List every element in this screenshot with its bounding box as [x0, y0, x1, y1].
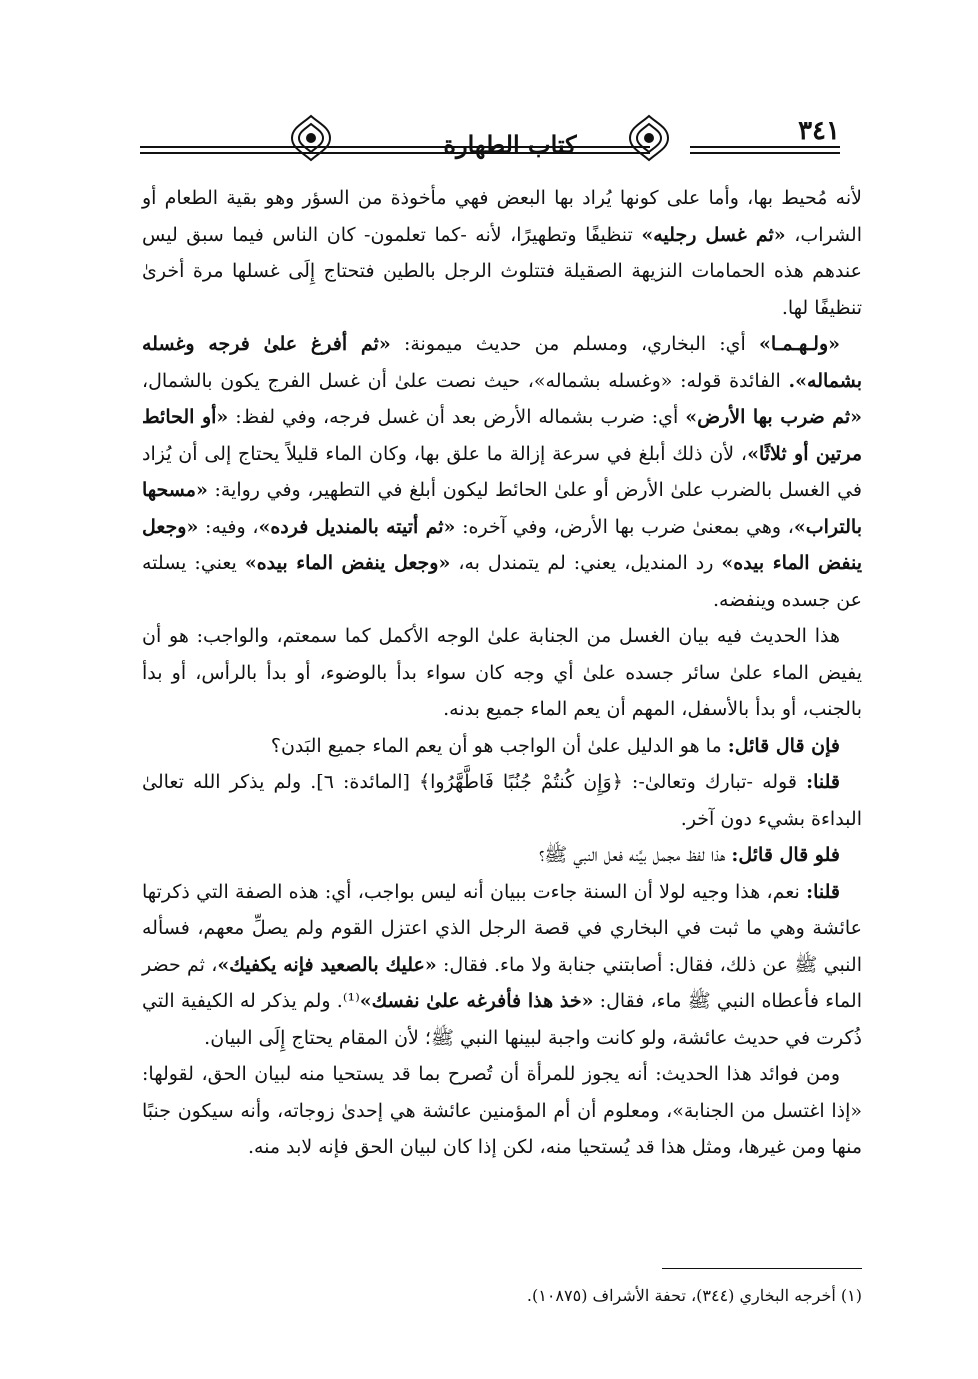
text-segment: أي: البخاري، ومسلم من حديث ميمونة: — [390, 333, 760, 355]
footnote: (١) أخرجه البخاري (٣٤٤)، تحفة الأشراف (١٠٨٧٥). — [526, 1286, 862, 1305]
bold-segment: «وجعل ينفض الماء بيده» — [244, 552, 451, 574]
text-segment: ⁽¹⁾. ولم يذكر له الكيفية التي ذُكرت في حديث عائشة، ولو كانت واجبة لبينها النبي ﷺ؛ لأن المقام يحتاج إِلَى البيان. — [142, 990, 862, 1049]
bold-segment: «خذ هذا فأفرغه علىٰ نفسك» — [359, 990, 594, 1012]
text-segment: ومن فوائد هذا الحديث: أنه يجوز للمرأة أن تُصرح بما قد يستحيا منه لبيان الحق، لقولها: «إذا اغتسل من الجنابة»، ومعلوم أن أم المؤمنين عائشة هي إحدىٰ زوجاته، وأنه سيكون جنبًا منها ومن غيرها، ومثل هذا قد يُستحيا منه، لكن إذا كان لبيان الحق فإنه لابد منه. — [142, 1063, 862, 1158]
bold-segment: فلو قال قائل: — [731, 844, 840, 866]
text-segment: ، وفيه: — [198, 515, 259, 538]
ornament-icon — [628, 114, 670, 162]
text-segment: تنظيفًا وتطهيرًا، لأنه -كما تعلمون- كان الناس فيما سبق ليس عندهم هذه الحمامات النزيهة الصقيلة فتتلوث الرجل بالطين فتحتاج إِلَى غسلها مرة أخرىٰ تنظيفًا لها. — [142, 223, 862, 319]
paragraph — [142, 874, 862, 1057]
paragraph — [142, 837, 862, 874]
paragraph — [142, 764, 862, 837]
paragraph — [142, 728, 862, 765]
text-segment: الفائدة قوله: «وغسله بشماله»، حيث نصت علىٰ أن غسل الفرج يكون بالشمال، — [142, 369, 789, 392]
bold-segment: «مسحها بالتراب» — [142, 479, 862, 538]
text-segment: ، ثم حضر الماء فأعطاه النبي ﷺ ماء، فقال: — [142, 953, 862, 1012]
bold-segment: «وجعل ينفض الماء بيده» — [142, 515, 862, 574]
paragraph — [142, 326, 862, 618]
page-header — [140, 110, 840, 170]
text-segment: نعم، هذا وجيه لولا أن السنة جاءت ببيان أنه ليس بواجب، أي: هذه الصفة التي ذكرتها عائشة وهي ما ثبت في البخاري في قصة الرجل الذي اعتزل القوم ولم يصلِّ معهم، فسأله النبي ﷺ عن ذلك، فقال: أصابتني جنابة ولا ماء. فقال: — [142, 880, 862, 976]
text-segment: ، وهي بمعنىٰ ضرب بها الأرض، وفي آخره: — [455, 515, 794, 538]
header-rule — [690, 146, 840, 148]
page-body — [142, 180, 862, 1166]
bold-segment: «ولـهـمـا» — [759, 333, 840, 355]
ornament-icon — [290, 114, 332, 162]
bold-segment: «عليك بالصعيد فإنه يكفيك» — [217, 953, 437, 976]
text-segment: ، لأن ذلك أبلغ في سرعة إزالة ما علق بها، وكان الماء قليلاً يحتاج إلى أن يُزاد في الغسل بالضرب علىٰ الأرض أو علىٰ الحائط ليكون أبلغ في التطهير، وفي رواية: — [142, 442, 862, 501]
footnote-divider — [662, 1268, 862, 1269]
paragraph — [142, 180, 862, 326]
page-number: ٣٤١ — [798, 116, 840, 146]
bold-segment: قلنا: — [806, 771, 840, 793]
text-segment: قوله -تبارك وتعالىٰ-: ﴿وَإِن كُنتُمْ جُنُبًا فَاطَّهَّرُوا﴾ [المائدة: ٦]. ولم يذكر الله تعالىٰ البداءة بشيء دون آخر. — [142, 771, 862, 830]
bold-segment: «ثم أتيته بالمنديل فرده» — [258, 515, 456, 538]
bold-segment: «أو الحائط مرتين أو ثلاثًا» — [142, 406, 863, 465]
bold-segment: «ثم غسل رجليه» — [641, 223, 786, 246]
book-title: كتاب الطهارة — [443, 130, 577, 159]
text-segment: هذا لفظ مجمل بيَّنه فعل النبي ﷺ؟ — [538, 844, 732, 866]
text-segment: هذا الحديث فيه بيان الغسل من الجنابة علىٰ الوجه الأكمل كما سمعتم، والواجب: هو أن يفيض الماء علىٰ سائر جسده علىٰ أي وجه كان سواء بدأ بالوضوء، أو بدأ بالرأس، أو بدأ بالجنب، أو بدأ بالأسفل، المهم أن يعم الماء جميع بدنه. — [142, 625, 862, 720]
paragraph — [142, 618, 862, 728]
text-segment: لأنه مُحيط بها، وأما على كونها يُراد بها البعض فهي مأخوذة من السؤر وهو بقية الطعام أو الشراب، — [142, 187, 863, 246]
bold-segment: فإن قال قائل: — [727, 734, 840, 757]
text-segment: أي: ضرب بشماله الأرض بعد أن غسل فرجه، وفي لفظ: — [228, 406, 686, 428]
bold-segment: «ثم أفرغ علىٰ فرجه وغسله بشماله». — [142, 333, 862, 392]
text-segment: رد المنديل، يعني: لم يتمندل به، — [450, 552, 722, 574]
header-rule — [690, 152, 840, 154]
paragraph — [142, 1056, 862, 1166]
bold-segment: قلنا: — [806, 880, 840, 903]
bold-segment: «ثم ضرب بها الأرض» — [685, 406, 863, 428]
text-segment: يعني: يسلته عن جسده وينفضه. — [142, 552, 862, 611]
text-segment: ما هو الدليل علىٰ أن الواجب هو أن يعم الماء جميع البَدن؟ — [270, 734, 728, 757]
